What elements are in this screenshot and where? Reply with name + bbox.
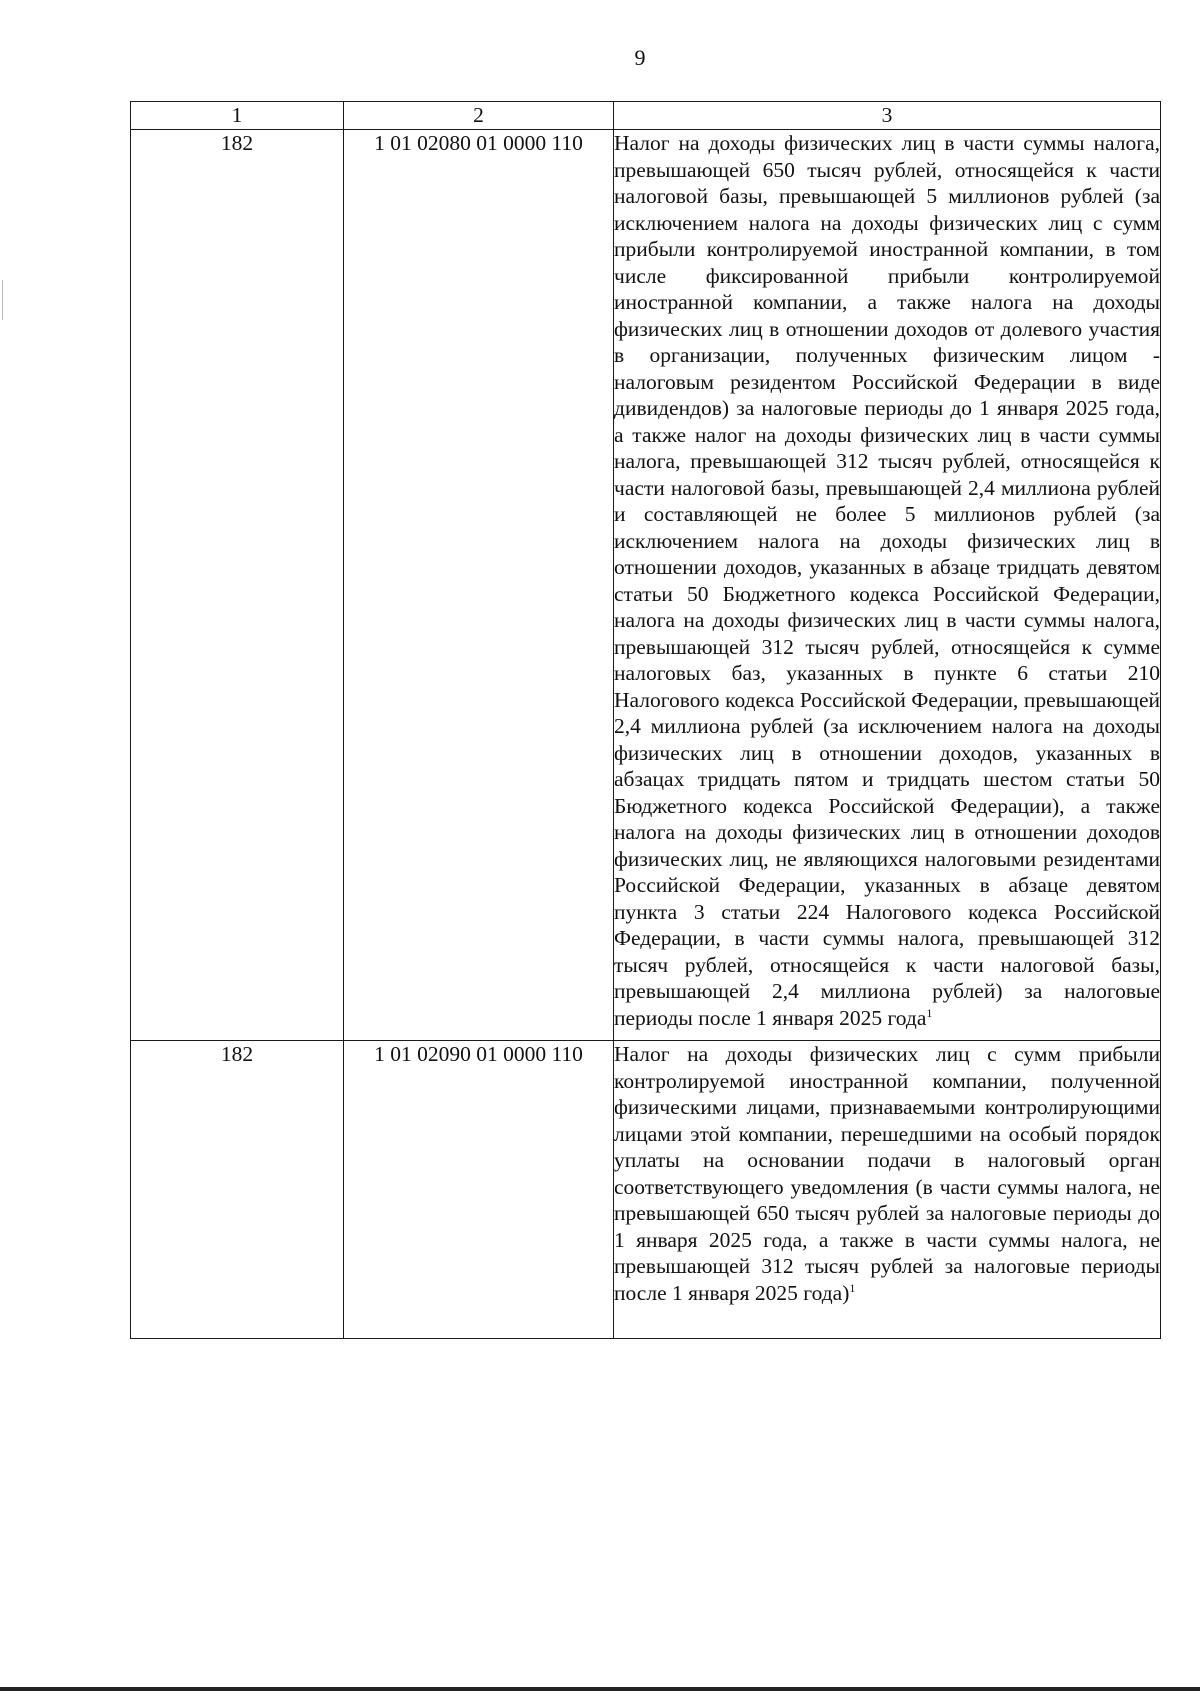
column-number-3: 3 bbox=[614, 102, 1161, 130]
page-number: 9 bbox=[634, 45, 646, 70]
budget-classification-code: 1 01 02080 01 0000 110 bbox=[344, 130, 614, 1041]
column-number-2: 2 bbox=[344, 102, 614, 130]
scan-margin-mark bbox=[2, 280, 3, 320]
table-row bbox=[131, 130, 1161, 1041]
administrator-code: 182 bbox=[131, 130, 344, 1041]
budget-classification-code: 1 01 02090 01 0000 110 bbox=[344, 1041, 614, 1339]
footnote-marker: 1 bbox=[926, 1005, 933, 1020]
revenue-description bbox=[614, 1041, 1161, 1339]
administrator-code: 182 bbox=[131, 1041, 344, 1339]
column-number-1: 1 bbox=[131, 102, 344, 130]
scan-bottom-edge bbox=[0, 1687, 1200, 1691]
revenue-description bbox=[614, 130, 1161, 1041]
footnote-marker: 1 bbox=[849, 1280, 856, 1295]
table-header-row bbox=[131, 102, 1161, 130]
table-row bbox=[131, 1041, 1161, 1339]
revenue-description-text: Налог на доходы физических лиц в части суммы налога, превышающей 650 тысяч рублей, относящейся к части налоговой базы, превышающей 5 миллионов рублей (за исключением налога на доходы физических лиц с сумм прибыли контролируемой иностранной компании, в том числе фиксированной прибыли контролируемой иностранной компании, а также налога на доходы физических лиц в отношении доходов от долевого участия в организации, полученных физическим лицом - налоговым резидентом Российской Федерации в виде дивидендов) за налоговые периоды до 1 января 2025 года, а также налог на доходы физических лиц в части суммы налога, превышающей 312 тысяч рублей, относящейся к части налоговой базы, превышающей 2,4 миллиона рублей и составляющей не более 5 миллионов рублей (за исключением налога на доходы физических лиц в отношении доходов, указанных в абзаце тридцать девятом статьи 50 Бюджетного кодекса Российской Федерации, налога на доходы физических лиц в части суммы налога, превышающей 312 тысяч рублей, относящейся к сумме налоговых баз, указанных в пункте 6 статьи 210 Налогового кодекса Российской Федерации, превышающей 2,4 миллиона рублей (за исключением налога на доходы физических лиц в отношении доходов, указанных в абзацах тридцать пятом и тридцать шестом статьи 50 Бюджетного кодекса Российской Федерации), а также налога на доходы физических лиц в отношении доходов физических лиц, не являющихся налоговыми резидентами Российской Федерации, указанных в абзаце девятом пункта 3 статьи 224 Налогового кодекса Российской Федерации, в части суммы налога, превышающей 312 тысяч рублей, относящейся к части налоговой базы, превышающей 2,4 миллиона рублей) за налоговые периоды после 1 января 2025 года bbox=[614, 131, 1160, 1030]
budget-codes-table bbox=[130, 101, 1161, 1339]
revenue-description-text: Налог на доходы физических лиц с сумм прибыли контролируемой иностранной компании, полученной физическими лицами, признаваемыми контролирующими лицами этой компании, перешедшими на особый порядок уплаты на основании подачи в налоговый орган соответствующего уведомления (в части суммы налога, не превышающей 650 тысяч рублей за налоговые периоды до 1 января 2025 года, а также в части суммы налога, не превышающей 312 тысяч рублей за налоговые периоды после 1 января 2025 года) bbox=[614, 1042, 1160, 1305]
